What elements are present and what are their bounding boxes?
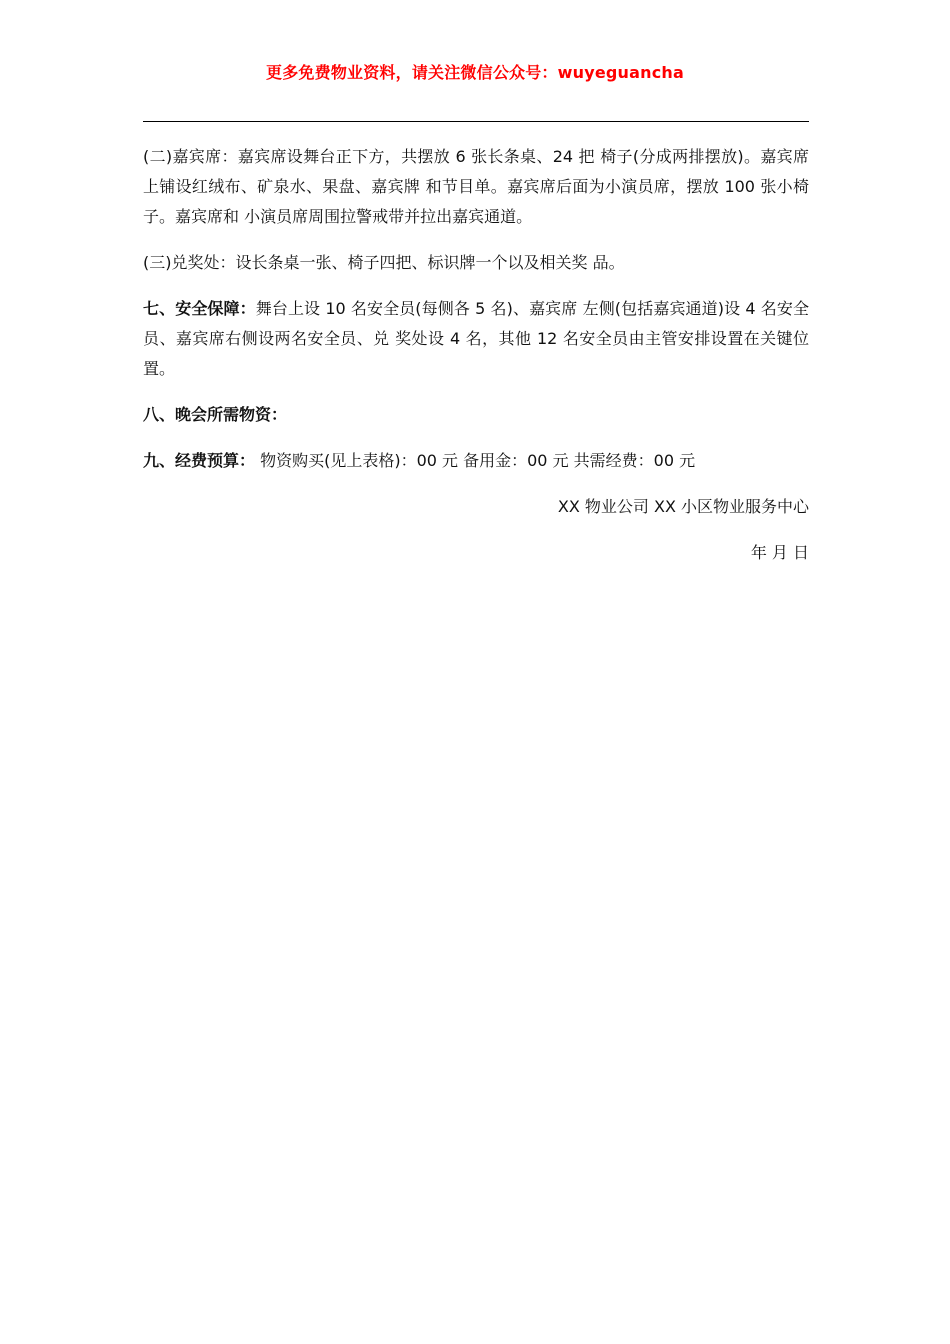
document-body bbox=[143, 142, 809, 584]
security-heading: 七、安全保障： bbox=[143, 299, 256, 318]
budget-heading: 九、经费预算： bbox=[143, 451, 256, 470]
paragraph-security bbox=[143, 294, 809, 384]
signature-date: 年 月 日 bbox=[750, 543, 809, 562]
supplies-heading: 八、晚会所需物资： bbox=[143, 405, 288, 424]
header-banner: 更多免费物业资料，请关注微信公众号：wuyeguancha bbox=[266, 63, 684, 82]
paragraph-guest-seating: (二)嘉宾席：嘉宾席设舞台正下方，共摆放 6 张长条桌、24 把 椅子(分成两排摆放)。嘉宾席上铺设红绒布、矿泉水、果盘、嘉宾牌 和节目单。嘉宾席后面为小演员席，摆放 100 张小椅子。嘉宾席和 小演员席周围拉警戒带并拉出嘉宾通道。 bbox=[143, 147, 809, 226]
budget-body: 物资购买(见上表格)：00 元 备用金：00 元 共需经费：00 元 bbox=[255, 451, 696, 470]
paragraph-supplies bbox=[143, 400, 809, 430]
signature-organization: XX 物业公司 XX 小区物业服务中心 bbox=[557, 497, 809, 516]
header-rule bbox=[143, 121, 809, 122]
security-body: 舞台上设 10 名安全员(每侧各 5 名)、嘉宾席 左侧(包括嘉宾通道)设 4 名安全员、嘉宾席右侧设两名安全员、兑 奖处设 4 名，其他 12 名安全员由主管安排设置在关键位置。 bbox=[143, 299, 809, 378]
paragraph-budget bbox=[143, 446, 809, 476]
paragraph-prize-desk: (三)兑奖处：设长条桌一张、椅子四把、标识牌一个以及相关奖 品。 bbox=[143, 253, 625, 272]
